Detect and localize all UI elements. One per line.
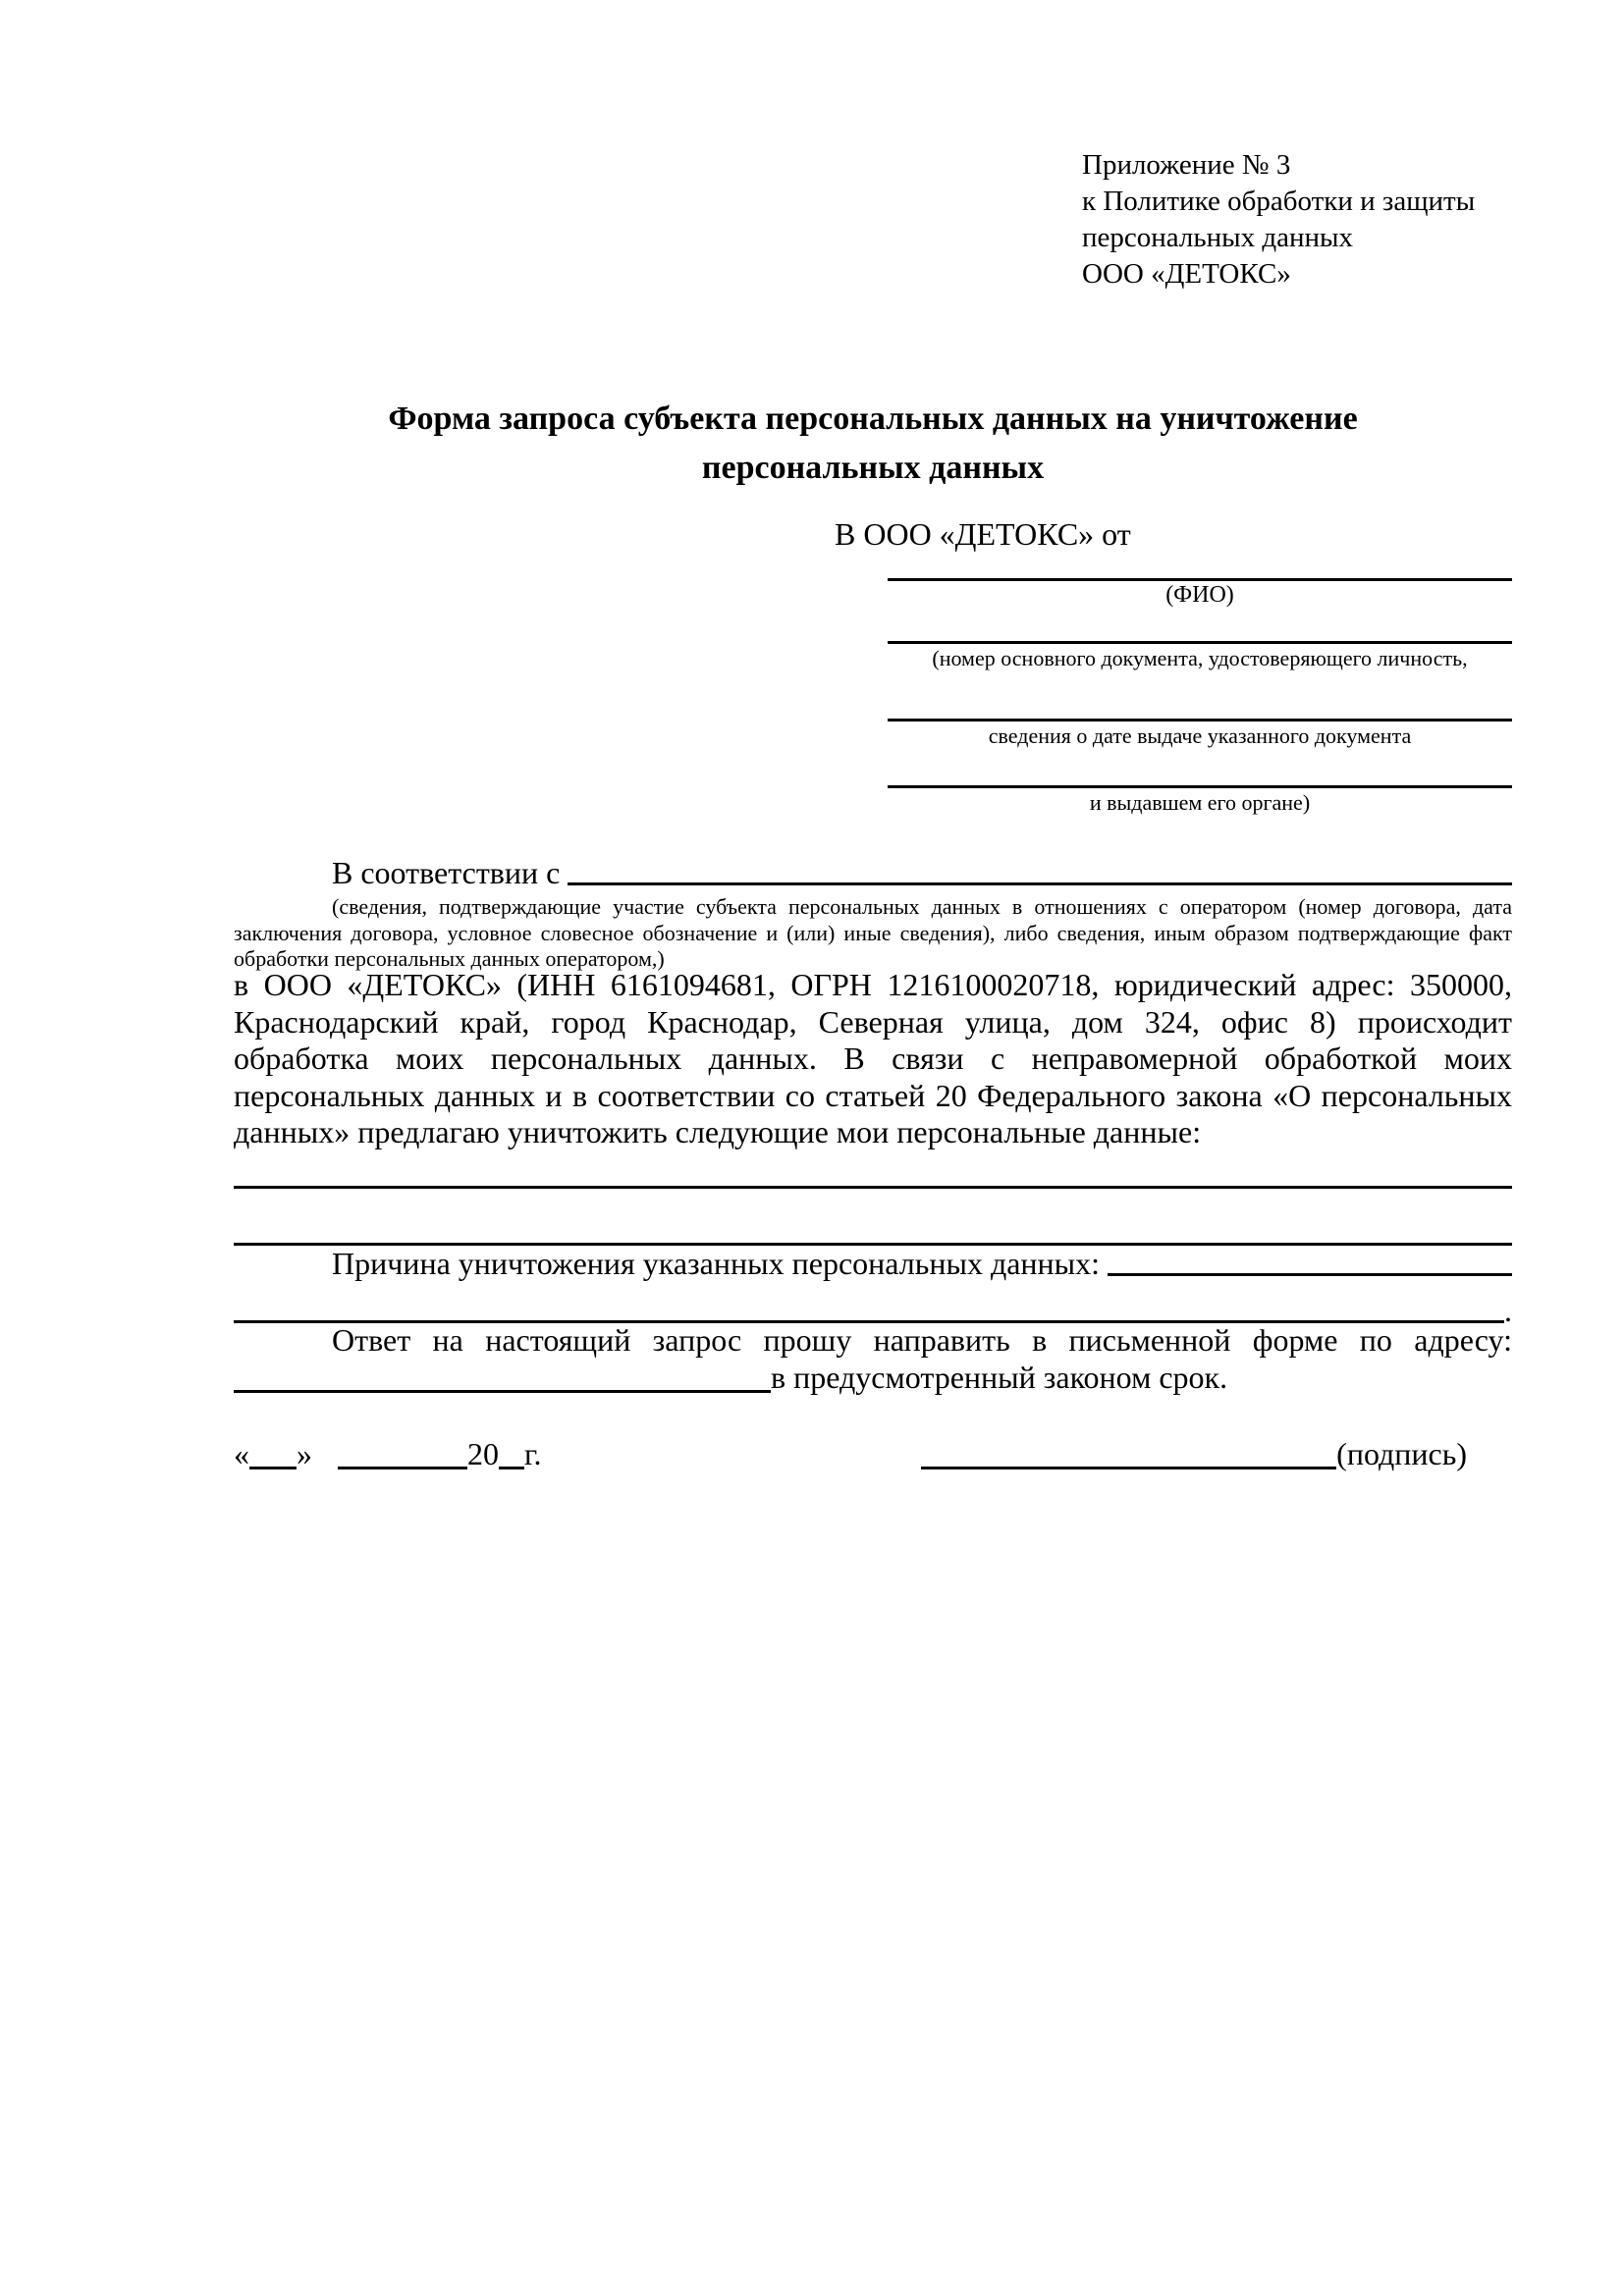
issue-date-label: сведения о дате выдаче указанного документа (988, 723, 1412, 748)
reason-line (234, 1245, 1512, 1282)
accordance-line (234, 854, 1512, 891)
appendix-note-line: персональных данных (1082, 222, 1354, 253)
appendix-note-line: ООО «ДЕТОКС» (1082, 258, 1291, 290)
form-title (234, 395, 1512, 493)
answer-paragraph (234, 1321, 1512, 1396)
appendix-note (1082, 147, 1475, 293)
answer-request-text: Ответ на настоящий запрос прошу направить в письменной форме по адресу: (332, 1322, 1512, 1358)
form-title-line-1: Форма запроса субъекта персональных данных на уничтожение (388, 400, 1358, 437)
data-fill-line-1 (234, 1186, 1512, 1189)
issue-org-fill-line (888, 785, 1512, 816)
answer-suffix: в предусмотренный законом срок. (771, 1360, 1228, 1395)
date-century: 20 (467, 1436, 499, 1471)
date-day-fill-line (249, 1467, 297, 1469)
issue-date-fill-line (888, 719, 1512, 749)
accordance-fill-line (568, 882, 1512, 885)
fio-label: (ФИО) (1165, 582, 1234, 608)
addressee-line: В ООО «ДЕТОКС» от (835, 516, 1131, 552)
period-terminator: . (1504, 1293, 1512, 1328)
reason-label: Причина уничтожения указанных персональных данных: (332, 1246, 1109, 1281)
date-suffix: г. (524, 1436, 542, 1471)
doc-number-label: (номер основного документа, удостоверяющего личность, (932, 646, 1468, 670)
form-title-line-2: персональных данных (701, 450, 1045, 486)
date-close-quote: » (297, 1436, 312, 1471)
appendix-note-line: к Политике обработки и защиты (1082, 186, 1476, 217)
signature-line (921, 1435, 1467, 1472)
accordance-footnote: (сведения, подтверждающие участие субъекта персональных данных в отношениях с оператором (номер договора, дата заключения договора, условное словесное обозначение и (или) иные сведения), либо сведения, иным образом подтверждающие факт обработки персональных данных оператором,) (234, 894, 1512, 971)
doc-number-fill-line (888, 641, 1512, 671)
date-line (234, 1435, 542, 1472)
main-paragraph: в ООО «ДЕТОКС» (ИНН 6161094681, ОГРН 1216100020718, юридический адрес: 350000, Краснодарский край, город Краснодар, Северная улица, дом 324, офис 8) происходит обработка моих персональных данных. В связи с неправомерной обработкой моих персональных данных и в соответствии со статьей 20 Федерального закона «О персональных данных» предлагаю уничтожить следующие мои персональные данные: (234, 967, 1512, 1150)
reason-fill-line (1108, 1273, 1512, 1276)
issue-org-label: и выдавшем его органе) (1089, 790, 1311, 815)
signature-fill-line (921, 1467, 1336, 1469)
date-signature-row (234, 1435, 1512, 1472)
fio-fill-line (888, 578, 1512, 609)
date-month-fill-line (338, 1467, 467, 1469)
signature-label: (подпись) (1336, 1436, 1467, 1471)
appendix-note-line: Приложение № 3 (1082, 149, 1291, 181)
address-fill-line (234, 1390, 771, 1393)
accordance-prefix: В соответствии с (332, 855, 568, 890)
date-year-fill-line (499, 1467, 524, 1469)
date-open-quote: « (234, 1436, 249, 1471)
